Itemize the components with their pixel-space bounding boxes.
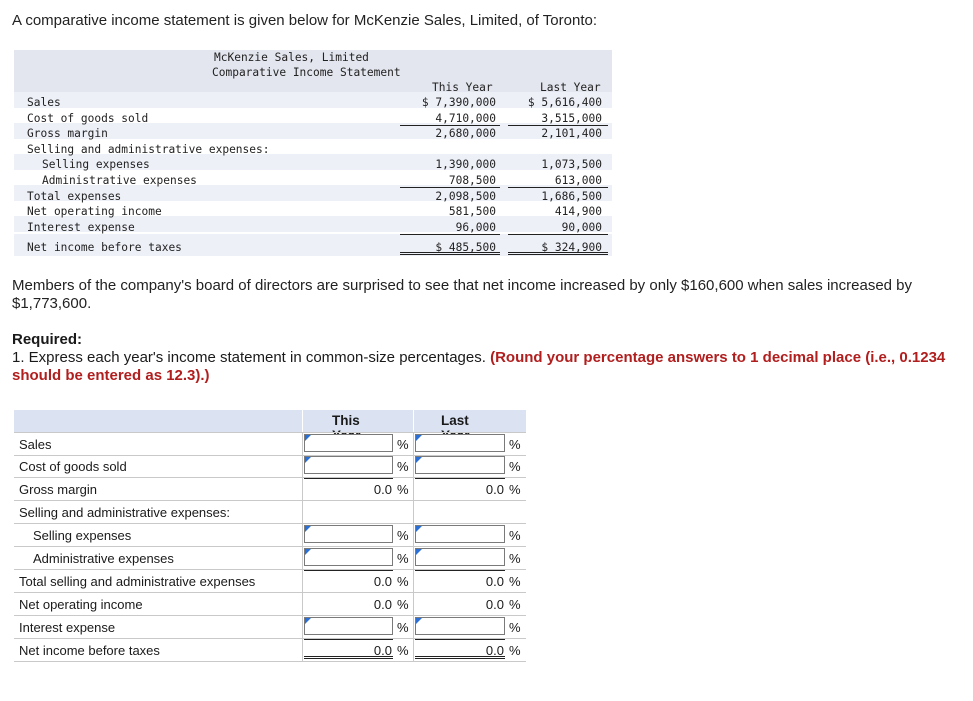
pct-symbol: % bbox=[397, 551, 409, 566]
stmt-ty-net-operating: 581,500 bbox=[448, 205, 496, 218]
answer-label-sales: Sales bbox=[19, 437, 52, 452]
answer-row-interest bbox=[14, 616, 526, 639]
stmt-ty-total-expenses: 2,098,500 bbox=[435, 190, 496, 203]
company-name: McKenzie Sales, Limited bbox=[214, 51, 369, 64]
board-paragraph: Members of the company's board of directors are surprised to see that net income increased by only $160,600 when sales increased by $1,773,600. bbox=[12, 277, 913, 312]
this-year-cogs-input[interactable] bbox=[304, 456, 393, 474]
answer-label-total-sga: Total selling and administrative expenses bbox=[19, 574, 256, 589]
answer-row-total-sga bbox=[14, 570, 526, 593]
rounding-note: (Round your percentage answers to 1 decimal place (i.e., 0.1234 should be entered as 12.3).) bbox=[12, 349, 946, 384]
stmt-ly-selling: 1,073,500 bbox=[541, 158, 602, 171]
pct-symbol: % bbox=[509, 551, 521, 566]
pct-symbol: % bbox=[509, 437, 521, 452]
answer-label-net-income: Net income before taxes bbox=[19, 643, 160, 658]
intro-text: A comparative income statement is given below for McKenzie Sales, Limited, of Toronto: bbox=[12, 12, 598, 29]
last-year-sales-input[interactable] bbox=[415, 434, 505, 452]
this-year-net-operating-value: 0.0 bbox=[373, 597, 392, 612]
pct-symbol: % bbox=[397, 459, 409, 474]
this-year-total-sga-value: 0.0 bbox=[373, 574, 392, 589]
stmt-ty-net-income: $ 485,500 bbox=[435, 241, 496, 254]
answer-row-admin bbox=[14, 547, 526, 570]
pct-symbol: % bbox=[509, 620, 521, 635]
answer-row-net-operating bbox=[14, 593, 526, 616]
required-heading: Required: bbox=[12, 331, 83, 348]
stmt-ty-admin: 708,500 bbox=[448, 174, 496, 187]
last-year-gross-margin-value: 0.0 bbox=[485, 482, 504, 497]
answer-row-gross-margin bbox=[14, 478, 526, 501]
stmt-ty-selling: 1,390,000 bbox=[435, 158, 496, 171]
statement-title: Comparative Income Statement bbox=[212, 66, 401, 79]
stmt-ly-interest: 90,000 bbox=[561, 221, 602, 234]
stmt-label-net-operating: Net operating income bbox=[27, 205, 162, 218]
stmt-ly-total-expenses: 1,686,500 bbox=[541, 190, 602, 203]
pct-symbol: % bbox=[397, 620, 409, 635]
required-text: 1. Express each year's income statement in common-size percentages. bbox=[12, 349, 486, 366]
answer-col-last-year: Last bbox=[441, 413, 469, 428]
answer-label-sga: Selling and administrative expenses: bbox=[19, 505, 231, 520]
col-last-year: Last Year bbox=[540, 81, 601, 94]
answer-row-cogs bbox=[14, 455, 526, 478]
last-year-selling-input[interactable] bbox=[415, 525, 505, 543]
last-year-cogs-input[interactable] bbox=[415, 456, 505, 474]
pct-symbol: % bbox=[509, 574, 521, 589]
this-year-gross-margin-value: 0.0 bbox=[373, 482, 392, 497]
pct-symbol: % bbox=[509, 643, 521, 658]
stmt-label-net-income: Net income before taxes bbox=[27, 241, 182, 254]
stmt-ly-admin: 613,000 bbox=[554, 174, 602, 187]
answer-label-gross-margin: Gross margin bbox=[19, 482, 98, 497]
answer-row-sales bbox=[14, 432, 526, 456]
required-instructions bbox=[12, 349, 952, 385]
pct-symbol: % bbox=[397, 643, 409, 658]
stmt-ly-sales: $ 5,616,400 bbox=[527, 96, 602, 109]
answer-row-sga-heading bbox=[14, 501, 526, 524]
pct-symbol: % bbox=[397, 437, 409, 452]
pct-symbol: % bbox=[509, 482, 521, 497]
pct-symbol: % bbox=[509, 528, 521, 543]
stmt-ly-net-income: $ 324,900 bbox=[541, 241, 602, 254]
pct-symbol: % bbox=[509, 459, 521, 474]
answer-label-cogs: Cost of goods sold bbox=[19, 459, 127, 474]
stmt-ty-interest: 96,000 bbox=[455, 221, 496, 234]
answer-row-net-income bbox=[14, 639, 526, 662]
this-year-net-income-value: 0.0 bbox=[373, 643, 392, 658]
pct-symbol: % bbox=[397, 482, 409, 497]
this-year-interest-input[interactable] bbox=[304, 617, 393, 635]
this-year-selling-input[interactable] bbox=[304, 525, 393, 543]
this-year-admin-input[interactable] bbox=[304, 548, 393, 566]
answer-label-interest: Interest expense bbox=[19, 620, 116, 635]
stmt-label-sales: Sales bbox=[27, 96, 61, 109]
last-year-net-operating-value: 0.0 bbox=[485, 597, 504, 612]
stmt-ly-cogs: 3,515,000 bbox=[541, 112, 602, 125]
answer-label-selling: Selling expenses bbox=[33, 528, 132, 543]
pct-symbol: % bbox=[397, 528, 409, 543]
stmt-label-interest: Interest expense bbox=[27, 221, 135, 234]
stmt-label-cogs: Cost of goods sold bbox=[27, 112, 149, 125]
pct-symbol: % bbox=[509, 597, 521, 612]
last-year-admin-input[interactable] bbox=[415, 548, 505, 566]
answer-label-admin: Administrative expenses bbox=[33, 551, 174, 566]
stmt-label-sga: Selling and administrative expenses: bbox=[27, 143, 270, 156]
stmt-label-total-expenses: Total expenses bbox=[27, 190, 122, 203]
stmt-ty-gross-margin: 2,680,000 bbox=[435, 127, 496, 140]
answer-row-selling bbox=[14, 524, 526, 547]
answer-label-net-operating: Net operating income bbox=[19, 597, 143, 612]
comparative-income-statement bbox=[14, 50, 612, 256]
stmt-ty-cogs: 4,710,000 bbox=[435, 112, 496, 125]
stmt-ty-sales: $ 7,390,000 bbox=[421, 96, 496, 109]
stmt-ly-net-operating: 414,900 bbox=[554, 205, 602, 218]
col-this-year: This Year bbox=[432, 81, 493, 94]
stmt-label-admin: Administrative expenses bbox=[42, 174, 197, 187]
answer-col-this-year: This bbox=[332, 413, 360, 428]
pct-symbol: % bbox=[397, 574, 409, 589]
last-year-total-sga-value: 0.0 bbox=[485, 574, 504, 589]
this-year-sales-input[interactable] bbox=[304, 434, 393, 452]
stmt-label-selling: Selling expenses bbox=[42, 158, 150, 171]
last-year-interest-input[interactable] bbox=[415, 617, 505, 635]
last-year-net-income-value: 0.0 bbox=[485, 643, 504, 658]
stmt-label-gross-margin: Gross margin bbox=[27, 127, 108, 140]
stmt-ly-gross-margin: 2,101,400 bbox=[541, 127, 602, 140]
pct-symbol: % bbox=[397, 597, 409, 612]
